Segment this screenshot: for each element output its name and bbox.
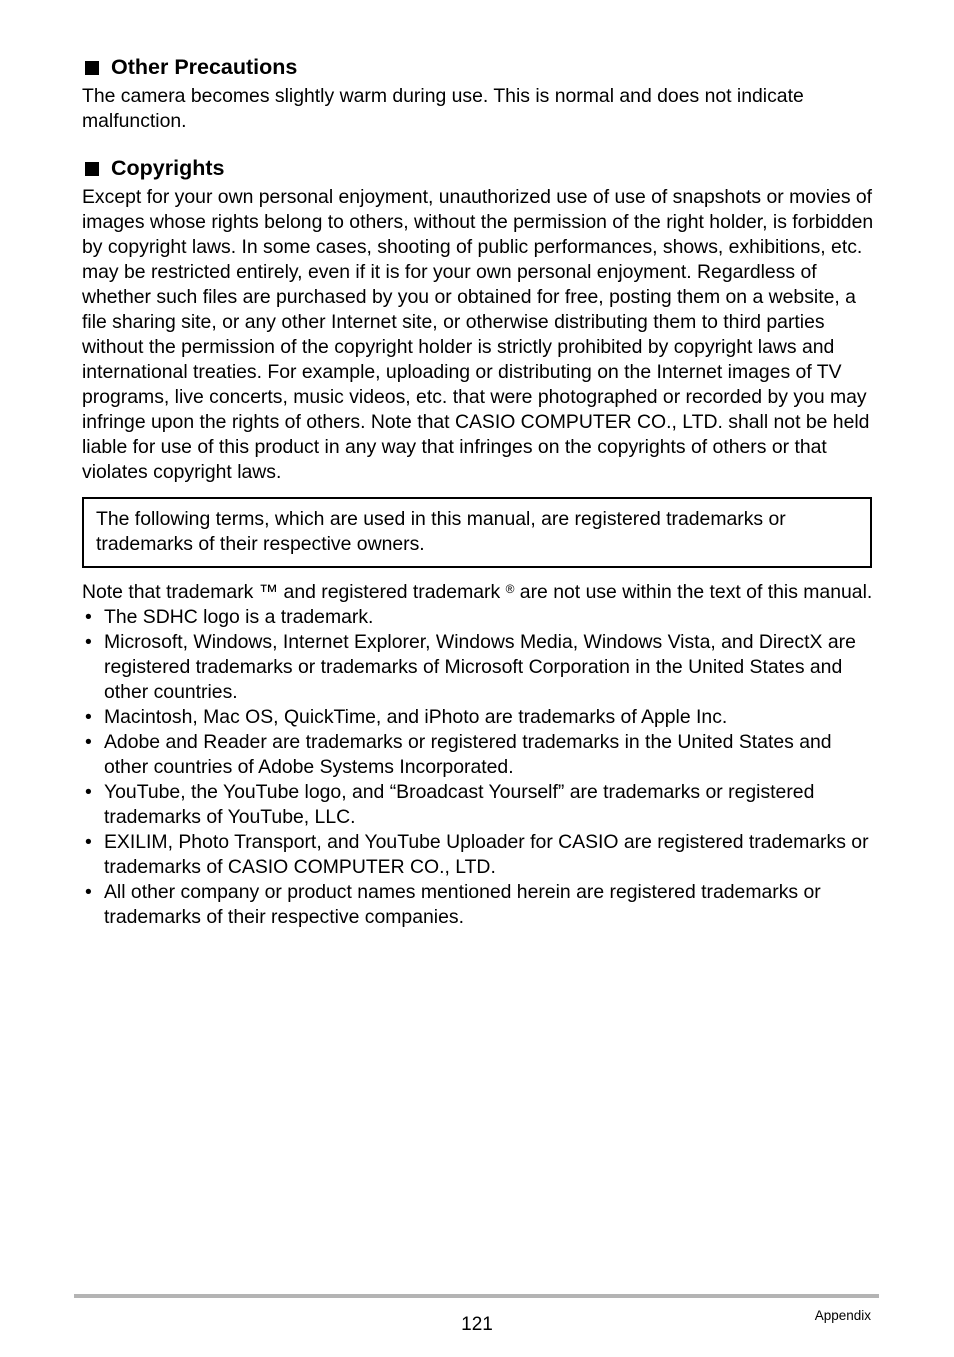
bullet-icon: •	[85, 706, 92, 728]
bullet-icon: •	[85, 606, 92, 628]
other-precautions-body: The camera becomes slightly warm during use. This is normal and does not indicate malfunction.	[82, 85, 804, 132]
bullet-icon: •	[85, 731, 92, 753]
list-item-text: YouTube, the YouTube logo, and “Broadcast Yourself” are trademarks or registered trademarks of YouTube, LLC.	[104, 781, 815, 828]
trademark-notice-box	[82, 497, 872, 568]
tm-symbol: ™	[258, 581, 279, 603]
heading-text: Other Precautions	[111, 55, 298, 79]
registered-symbol: ®	[505, 582, 515, 596]
list-item	[82, 630, 874, 705]
trademark-note-part1: Note that trademark	[82, 581, 259, 603]
heading-text: Copyrights	[111, 156, 225, 180]
bullet-icon: •	[85, 781, 92, 803]
list-item	[82, 730, 874, 780]
trademark-note-part3: are not use within the text of this manual.	[514, 581, 873, 603]
footer-section-label: Appendix	[814, 1308, 871, 1323]
square-bullet-icon	[85, 61, 99, 75]
trademark-note-part2: and registered trademark	[278, 581, 506, 603]
list-item	[82, 880, 874, 930]
heading-other-precautions	[82, 53, 874, 81]
heading-copyrights	[82, 154, 874, 182]
list-item	[82, 705, 874, 730]
list-item-text: Microsoft, Windows, Internet Explorer, Windows Media, Windows Vista, and DirectX are registered trademarks or trademarks of Microsoft Corporation in the United States and other countries.	[104, 631, 856, 703]
trademark-notice-text: The following terms, which are used in this manual, are registered trademarks or trademarks of their respective owners.	[96, 508, 786, 555]
list-item	[82, 830, 874, 880]
list-item	[82, 780, 874, 830]
list-item	[82, 605, 874, 630]
list-item-text: The SDHC logo is a trademark.	[104, 606, 374, 628]
trademark-note	[82, 580, 874, 605]
list-item-text: Macintosh, Mac OS, QuickTime, and iPhoto are trademarks of Apple Inc.	[104, 706, 728, 728]
footer-divider	[74, 1294, 879, 1298]
bullet-icon: •	[85, 631, 92, 653]
list-item-text: Adobe and Reader are trademarks or registered trademarks in the United States and other countries of Adobe Systems Incorporated.	[104, 731, 832, 778]
page-number: 121	[461, 1314, 493, 1335]
page-content	[82, 53, 874, 930]
trademark-list	[82, 605, 874, 930]
list-item-text: EXILIM, Photo Transport, and YouTube Uploader for CASIO are registered trademarks or trademarks of CASIO COMPUTER CO., LTD.	[104, 831, 869, 878]
bullet-icon: •	[85, 881, 92, 903]
list-item-text: All other company or product names mentioned herein are registered trademarks or trademarks of their respective companies.	[104, 881, 821, 928]
bullet-icon: •	[85, 831, 92, 853]
copyrights-body: Except for your own personal enjoyment, unauthorized use of use of snapshots or movies of images whose rights belong to others, without the permission of the right holder, is forbidden by copyright laws. In some cases, shooting of public performances, shows, exhibitions, etc. may be restricted entirely, even if it is for your own personal enjoyment. Regardless of whether such files are purchased by you or obtained for free, posting them on a website, a file sharing site, or any other Internet site, or otherwise distributing them to third parties without the permission of the copyright holder is strictly prohibited by copyright laws and international treaties. For example, uploading or distributing on the Internet images of TV programs, live concerts, music videos, etc. that were photographed or recorded by you may infringe upon the rights of others. Note that CASIO COMPUTER CO., LTD. shall not be held liable for use of this product in any way that infringes on the copyrights of others or that violates copyright laws.	[82, 186, 874, 483]
square-bullet-icon	[85, 162, 99, 176]
